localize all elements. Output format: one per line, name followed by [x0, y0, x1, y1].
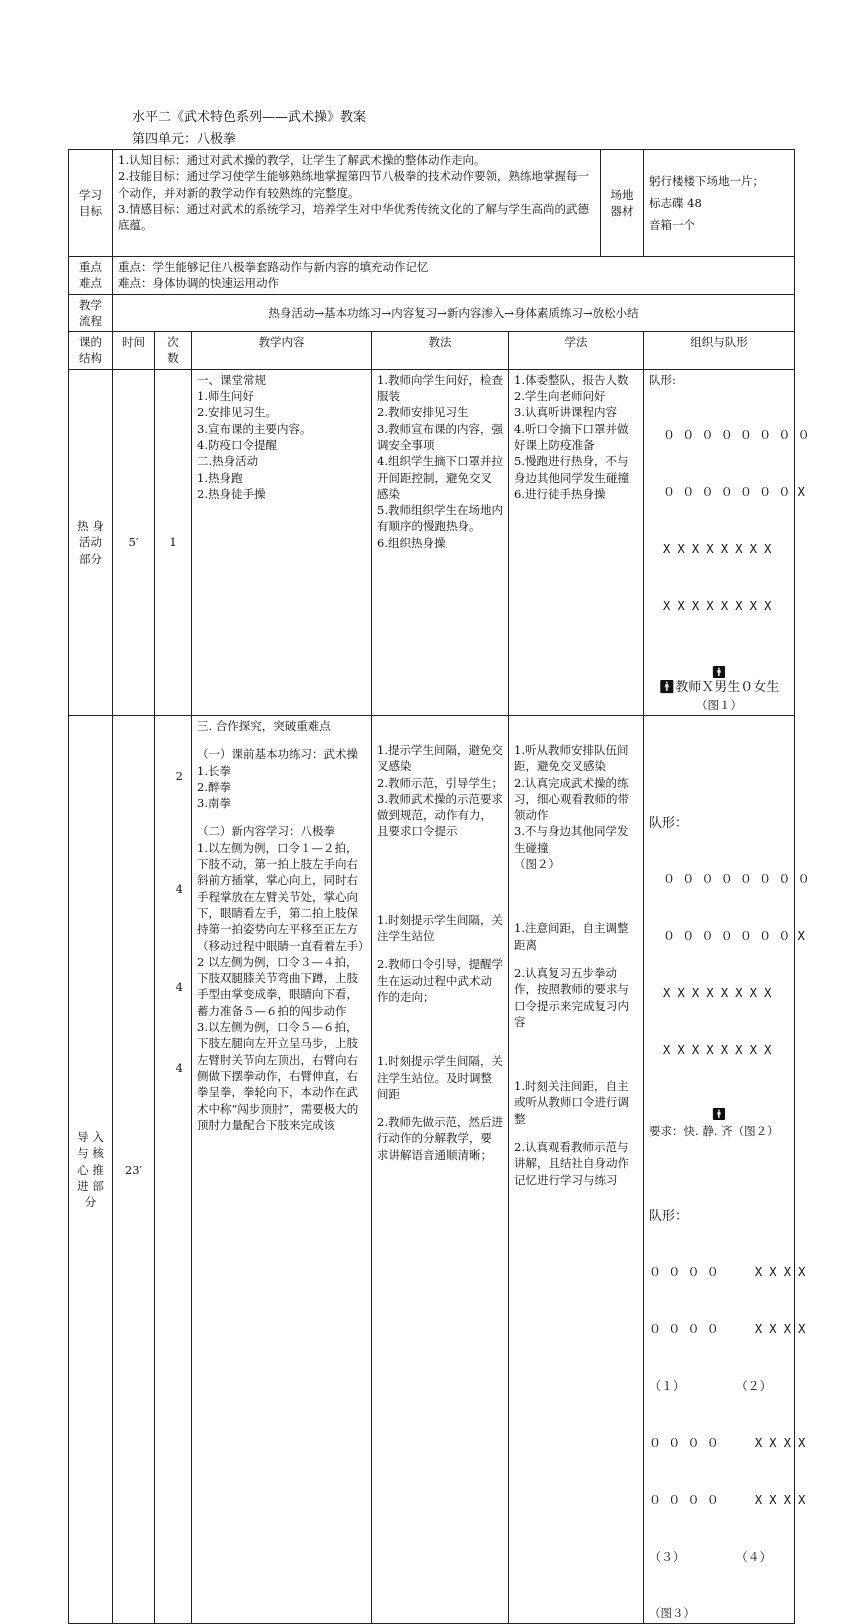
warmup-learning [509, 369, 644, 715]
formation-row: （３） （４） [649, 1550, 772, 1565]
keypoint-item: 难点：身体协调的快速运用动作 [118, 276, 279, 291]
goal-cognitive: 1.认知目标：通过对武术操的教学，让学生了解武术操的整体动作走向。 [118, 153, 486, 167]
formation-row: X X X X X X X X [663, 599, 772, 614]
main-time: 23′ [113, 715, 155, 1623]
method-line: 1.时刻提示学生间隔，关注学生站位 [377, 912, 503, 944]
learning-line: 2.学生向老师问好 [514, 389, 606, 404]
warmup-content [192, 369, 372, 715]
content-line: 3.宣布课的主要内容。 [197, 421, 312, 436]
learning-line: 2.认真观看教师示范与讲解，且结社自身动作记忆进行学习与练习 [514, 1140, 629, 1187]
formation-row: ０ ０ ０ ０ ０ ０ ０ X [663, 929, 805, 944]
count-value: 2 [175, 768, 183, 783]
warmup-label: 热 身 活动 部分 [69, 369, 113, 715]
unit-title: 第四单元：八极拳 [132, 132, 237, 147]
learning-line: 2.认真完成武术操的练习，细心观看教师的带领动作 [514, 775, 629, 823]
col-structure: 课的 结构 [69, 332, 113, 370]
venue-item: 音箱一个 [649, 218, 696, 232]
formation-row: X X X X X X X X [663, 986, 772, 1001]
content-line: 1.长拳 [197, 763, 231, 778]
formation-label: 队形： [649, 815, 689, 831]
method-line: 3.教师武术操的示范要求做到规范，动作有力，且要求口令提示 [377, 791, 503, 839]
learning-line: 3.认真听讲课程内容 [514, 405, 617, 420]
teacher-icon: 🚹︎ [711, 1107, 727, 1122]
count-value: 4 [175, 979, 183, 994]
col-organization: 组织与队形 [644, 332, 795, 370]
formation-row: ０ ０ ０ ０ ０ ０ ０ ０ [663, 872, 810, 887]
formation-grid [649, 832, 810, 1098]
teacher-icon: 🚹︎ [711, 665, 727, 680]
main-label: 导 入 与 核 心 推 进 部 分 [69, 715, 113, 1623]
page-title: 水平二《武术特色系列——武术操》教案 [132, 110, 367, 125]
formation-row: ０ ０ ０ ０ X X X X [649, 1265, 806, 1280]
formation-grid [649, 388, 810, 654]
formation-row: ０ ０ ０ ０ X X X X [649, 1493, 806, 1508]
method-line: 2.教师口令引导，提醒学生在运动过程中武术动作的走向； [377, 957, 503, 1004]
formation-row: ０ ０ ０ ０ ０ ０ ０ ０ [663, 428, 810, 443]
content-line: 三. 合作探究，突破重难点 [197, 718, 331, 733]
method-line: 5.教师组织学生在场地内有顺序的慢跑热身。 [377, 503, 503, 534]
flow-label: 教学 流程 [69, 294, 113, 332]
method-line: 1.教师向学生问好，检查服装 [377, 372, 503, 404]
learning-line: 3.不与身边其他同学发生碰撞 [514, 824, 629, 855]
learning-line: 1.注意间距，自主调整距离 [514, 921, 629, 952]
method-line: 1.时刻提示学生间隔，关注学生站位。及时调整间距 [377, 1054, 503, 1101]
col-time: 时间 [113, 332, 155, 370]
main-method [372, 715, 509, 1623]
lesson-plan-table [68, 149, 810, 1624]
method-line: 2.教师示范，引导学生； [377, 775, 503, 790]
keypoint-item: 重点：学生能够记住八极拳套路动作与新内容的填充动作记忆 [118, 260, 429, 274]
count-value: 4 [175, 882, 183, 897]
content-line: 2.安排见习生。 [197, 405, 277, 420]
main-learning [509, 715, 644, 1623]
content-line: 3.以左侧为例，口令５—６拍，下肢左腿向左开立呈马步，上肢左臂肘关节向左顶出，右臂向右侧做下摆拳动作，右臂伸直，右拳呈拳，拳轮向下，本动作在武术中称“闯步顶肘”，需要极大的顶肘力量配合下肢来完成该 [197, 1020, 359, 1132]
col-method: 教法 [372, 332, 509, 370]
figure-caption: （图３） [649, 1606, 696, 1621]
method-line: 4.组织学生摘下口罩并拉开间距控制，避免交叉感染 [377, 454, 503, 501]
formation-row: ０ ０ ０ ０ ０ ０ ０ X [663, 485, 805, 500]
method-line: 2.教师安排见习生 [377, 405, 469, 420]
teacher-icon: 🚹︎ [658, 680, 676, 696]
method-line: 6.组织热身操 [377, 535, 446, 550]
method-line: 2.教师先做示范，然后进行动作的分解教学，要求讲解语音通顺清晰； [377, 1115, 503, 1162]
legend-text: 教师Ｘ男生０女生 [675, 680, 780, 696]
main-counts [155, 715, 192, 1623]
count-value: 4 [175, 1060, 183, 1075]
learning-line: 1.时刻关注间距，自主或听从教师口令进行调整 [514, 1079, 629, 1126]
formation-label: 队形： [649, 1208, 689, 1224]
formation-row: X X X X X X X X [663, 1043, 772, 1058]
learning-line: 4.听口令摘下口罩并做好课上防疫准备 [514, 421, 629, 452]
learning-line: 1.听从教师安排队伍间距，避免交叉感染 [514, 742, 629, 774]
flow-content: 热身活动→基本功练习→内容复习→新内容渗入→身体素质练习→放松小结 [113, 294, 795, 332]
learning-line: 5.慢跑进行热身，不与身边其他同学发生碰撞 [514, 454, 629, 485]
content-line: （二）新内容学习：八极拳 [197, 824, 335, 839]
content-line: 一、课堂常规 [197, 372, 266, 387]
warmup-time: 5′ [113, 369, 155, 715]
goal-skill: 2.技能目标：通过学习使学生能够熟练地掌握第四节八极拳的技术动作要领，熟练地掌握每一个动作，并对新的教学动作有较熟练的完整度。 [118, 169, 589, 200]
goals-content [113, 150, 601, 257]
learning-line: 2.认真复习五步拳动作，按照教师的要求与口令提示来完成复习内容 [514, 965, 629, 1029]
keypoints-label: 重点 难点 [69, 257, 113, 295]
figure-caption: （图２） [514, 857, 560, 872]
content-line: 2.醉拳 [197, 779, 231, 794]
venue-item: 标志碟 48 [649, 196, 702, 210]
formation-row: （１） （２） [649, 1379, 772, 1394]
content-line: 二.热身活动 [197, 454, 259, 469]
content-line: （一）课前基本功练习：武术操 [197, 747, 358, 762]
learning-line: 6.进行徒手热身操 [514, 486, 606, 501]
warmup-count: 1 [155, 369, 192, 715]
content-line: 3.南拳 [197, 796, 231, 811]
content-line: 2.热身徒手操 [197, 486, 266, 501]
formation-requirement: 要求：快. 静. 齐（图２） [649, 1123, 779, 1138]
content-line: 2 以左侧为例，口令３—４拍，下肢双腿膝关节弯曲下蹲，上肢手型由掌变成拳，眼睛向下看，蓄力准备５—６拍的闯步动作 [197, 954, 358, 1018]
goal-emotion: 3.情感目标：通过对武术的系统学习，培养学生对中华优秀传统文化的了解与学生高尚的武德底蕴。 [118, 201, 589, 233]
learning-line: 1.体委整队，报告人数 [514, 372, 629, 387]
venue-item: 躬行楼楼下场地一片； [649, 174, 765, 188]
goals-label: 学习 目标 [69, 150, 113, 257]
warmup-method [372, 369, 509, 715]
formation-row: ０ ０ ０ ０ X X X X [649, 1322, 806, 1337]
venue-content [644, 150, 795, 257]
warmup-formation [644, 369, 810, 715]
figure-caption: （图１） [696, 697, 743, 712]
method-line: 1.提示学生间隔，避免交叉感染 [377, 742, 503, 774]
content-line: 1.以左侧为例，口令１—２拍，下肢不动，第一拍上肢左手向右斜前方插掌，掌心向上，同时右手程掌放在左臂关节处，掌心向下，眼睛看左手，第二拍上肢保持第一拍姿势向左平移至正左方（移动过程中眼睛一直看着左手） [197, 840, 370, 953]
formation-legend [649, 680, 789, 696]
group-formation-grid [649, 1225, 806, 1605]
formation-row: ０ ０ ０ ０ X X X X [649, 1436, 806, 1451]
main-formation [644, 715, 810, 1623]
formation-row: X X X X X X X X [663, 542, 772, 557]
method-line: 3.教师宣布课的内容，强调安全事项 [377, 421, 503, 452]
content-line: 1.热身跑 [197, 470, 243, 485]
keypoints-content [113, 257, 795, 295]
content-line: 4.防疫口令提醒 [197, 437, 277, 452]
content-line: 1.师生问好 [197, 389, 254, 404]
venue-label: 场地 器材 [601, 150, 644, 257]
main-content [192, 715, 372, 1623]
col-content: 教学内容 [192, 332, 372, 370]
formation-label: 队形: [649, 372, 676, 387]
col-learning: 学法 [509, 332, 644, 370]
col-count: 次 数 [155, 332, 192, 370]
